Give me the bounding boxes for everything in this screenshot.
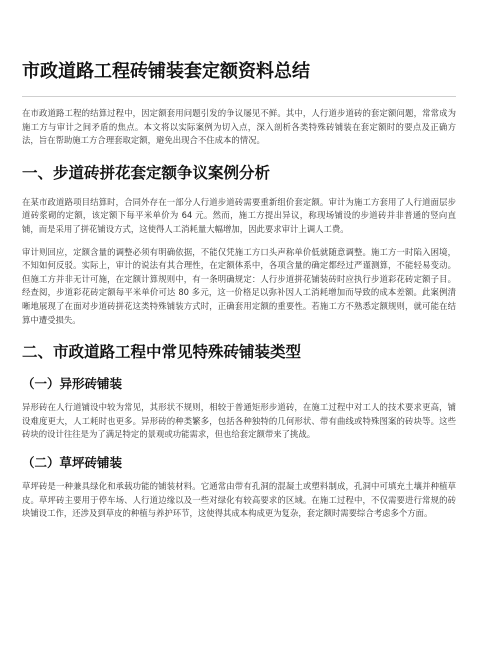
section2-heading: 二、市政道路工程中常见特殊砖铺装类型 — [22, 343, 302, 362]
subsection1-paragraph: 异形砖在人行道铺设中较为常见，其形状不规则，相较于普通矩形步道砖，在施工过程中对工人的技术要求更高，铺设难度更大，人工耗时也更多。异形砖的种类繁多，包括各种独特的几何形状、带有曲线或特殊图案的砖块等。这些砖块的设计往往是为了满足特定的景观或功能需求，但也给套定额带来了挑战。 — [22, 402, 456, 440]
document-title: 市政道路工程砖铺装套定额资料总结 — [22, 61, 310, 82]
subsection1-heading: （一）异形砖铺装 — [22, 376, 123, 392]
section1-heading: 一、步道砖拼花套定额争议案例分析 — [22, 163, 271, 182]
title-divider — [22, 96, 456, 97]
section1-paragraph-2: 审计则回应，定额含量的调整必须有明确依据，不能仅凭施工方口头声称单价低就随意调整。施工方一时陷入困境，不知如何反驳。实际上，审计的说法有其合理性，在定额体系中，各项含量的确定都经过严谨测算，不能轻易变动。但施工方并非无计可施，在定额计算规则中，有一条明确规定：人行步道拼花铺装砖时应执行步道彩花砖定额子目。经查阅，步道彩花砖定额每平米单价可达 80 多元，这一价格足以弥补因人工消耗增加而导致的成本差额。此案例清晰地展现了在面对步道砖拼花这类特殊铺装方式时，正确套用定额的重要性。若施工方不熟悉定额规则，就可能在结算中遭受损失。 — [22, 246, 456, 325]
intro-paragraph: 在市政道路工程的结算过程中，因定额套用问题引发的争议屡见不鲜。其中，人行道步道砖的套定额问题，常常成为施工方与审计之间矛盾的焦点。本文将以实际案例为切入点，深入剖析各类特殊砖铺装在套定额时的要点及正确方法，旨在帮助施工方合理套取定额，避免出现合不住成本的情况。 — [22, 108, 456, 146]
subsection2-heading: （二）草坪砖铺装 — [22, 454, 123, 470]
subsection2-paragraph: 草坪砖是一种兼具绿化和承载功能的铺装材料。它通常由带有孔洞的混凝土或塑料制成，孔洞中可填充土壤并种植草皮。草坪砖主要用于停车场、人行道边缘以及一些对绿化有较高要求的区域。在施工过程中，不仅需要进行常规的砖块铺设工作，还涉及到草皮的种植与养护环节，这使得其成本构成更为复杂，套定额时需要综合考虑多个方面。 — [22, 480, 456, 519]
section1-paragraph-1: 在某市政道路项目结算时，合同外存在一部分人行道步道砖需要重新组价套定额。审计为施工方套用了人行道面层步道砖浆砌的定额，该定额下每平米单价为 64 元。然而，施工方提出异议，称现场铺设的步道砖并非普通的竖向直铺，而是采用了拼花铺设方式，这使得人工消耗量大幅增加，因此要求审计上调人工费。 — [22, 196, 456, 234]
